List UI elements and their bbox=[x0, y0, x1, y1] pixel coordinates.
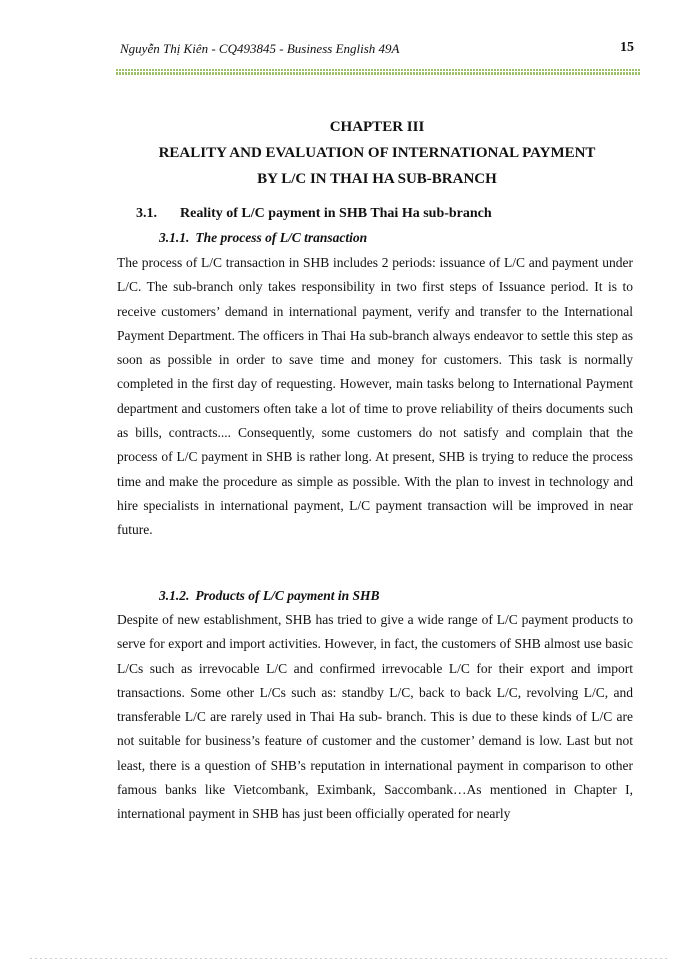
chapter-title-line-2: BY L/C IN THAI HA SUB-BRANCH bbox=[257, 171, 497, 187]
paragraph-lc-process: The process of L/C transaction in SHB includes 2 periods: issuance of L/C and payment under L/C. The sub-branch only takes responsibility in two first steps of Issuance period. It is to receive customers’ demand in international payment, verify and transfer to the International Payment Department. The officers in Thai Ha sub-branch always endeavor to settle this step as soon as possible in order to save time and money for customers. This task is normally completed in the first day of requesting. However, main tasks belong to International Payment department and customers often take a lot of time to prove reliability of theirs documents such as bills, contracts.... Consequently, some customers do not satisfy and complain that the process of L/C payment in SHB is rather long. At present, SHB is trying to reduce the process time and make the procedure as simple as possible. With the plan to invest in technology and hire specialists in international payment, L/C payment transaction will be improved in near future. bbox=[117, 255, 633, 538]
header-text: Nguyễn Thị Kiên - CQ493845 - Business English 49A bbox=[120, 41, 400, 56]
page-header bbox=[118, 38, 636, 58]
section-heading bbox=[136, 206, 492, 222]
page-number: 15 bbox=[620, 40, 634, 55]
paragraph-lc-products: Despite of new establishment, SHB has tried to give a wide range of L/C payment products to serve for export and import activities. However, in fact, the customers of SHB almost use basic L/Cs such as irrevocable L/C and confirmed irrevocable L/C for their export and import transactions. Some other L/Cs such as: standby L/C, back to back L/C, revolving L/C, and transferable L/C are rarely used in Thai Ha sub- branch. This is due to these kinds of L/C are not suitable for business’s feature of customer and the customer’ demand is low. Last but not least, there is a question of SHB’s reputation in international payment in comparison to other famous banks like Vietcombank, Eximbank, Saccombank…As mentioned in Chapter I, international payment in SHB has just been officially operated for nearly bbox=[117, 612, 633, 822]
section-number: 3.1. bbox=[136, 206, 157, 221]
section-title: Reality of L/C payment in SHB Thai Ha sub-branch bbox=[180, 206, 492, 221]
subsection-number-2: 3.1.2. bbox=[159, 588, 190, 603]
footer-rule bbox=[30, 958, 670, 959]
header-rule bbox=[116, 69, 640, 75]
subsection-heading-2 bbox=[159, 588, 380, 604]
chapter-heading bbox=[118, 114, 636, 192]
subsection-title-1: The process of L/C transaction bbox=[195, 230, 368, 245]
chapter-number: CHAPTER III bbox=[329, 119, 425, 135]
subsection-heading-1 bbox=[159, 230, 367, 246]
chapter-title-line-1: REALITY AND EVALUATION OF INTERNATIONAL PAYMENT bbox=[158, 145, 596, 161]
subsection-title-2: Products of L/C payment in SHB bbox=[195, 588, 380, 603]
subsection-number-1: 3.1.1. bbox=[159, 230, 190, 245]
